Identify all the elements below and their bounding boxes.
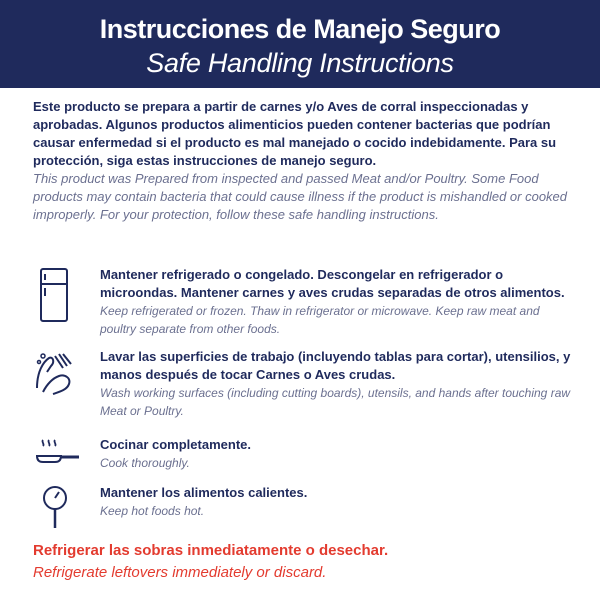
intro-section xyxy=(33,98,583,224)
instruction-wash-english: Wash working surfaces (including cutting boards), utensils, and hands after touching raw Meat or Poultry. xyxy=(100,386,571,418)
instruction-keep-hot-spanish: Mantener los alimentos calientes. xyxy=(100,485,308,500)
title-english: Safe Handling Instructions xyxy=(146,48,454,78)
refrigerator-icon xyxy=(33,266,77,326)
leftovers-warning-spanish: Refrigerar las sobras inmediatamente o desechar. xyxy=(33,542,389,559)
instruction-keep-hot-english: Keep hot foods hot. xyxy=(100,504,205,518)
instruction-refrigerate-english: Keep refrigerated or frozen. Thaw in refrigerator or microwave. Keep raw meat and poultry separate from other foods. xyxy=(100,304,540,336)
thermometer-icon xyxy=(33,484,77,544)
leftovers-warning xyxy=(33,540,583,584)
title-spanish: Instrucciones de Manejo Seguro xyxy=(99,14,501,44)
header-banner xyxy=(0,0,600,88)
instruction-cook-spanish: Cocinar completamente. xyxy=(100,437,251,452)
intro-spanish: Este producto se prepara a partir de carnes y/o Aves de corral inspeccionadas y aprobadas. Algunos productos alimenticios pueden contener bacterias que podrían causar enfermedad si el producto es mal manejado o cocido indebidamente. Para su protección, siga estas instrucciones de manejo seguro. xyxy=(33,99,557,168)
hand-washing-icon xyxy=(33,348,77,408)
instruction-wash-spanish: Lavar las superficies de trabajo (incluyendo tablas para cortar), utensilios, y manos después de tocar Carnes o Aves crudas. xyxy=(100,349,571,382)
leftovers-warning-english: Refrigerate leftovers immediately or discard. xyxy=(33,564,327,581)
instruction-cook-english: Cook thoroughly. xyxy=(100,456,190,470)
intro-english: This product was Prepared from inspected and passed Meat and/or Poultry. Some Food products may contain bacteria that could cause illness if the product is mishandled or cooked improperly. For your protection, follow these safe handling instructions. xyxy=(33,171,568,222)
instruction-refrigerate-spanish: Mantener refrigerado o congelado. Descongelar en refrigerador o microondas. Mantener carnes y aves crudas separadas de otros alimentos. xyxy=(100,267,565,300)
